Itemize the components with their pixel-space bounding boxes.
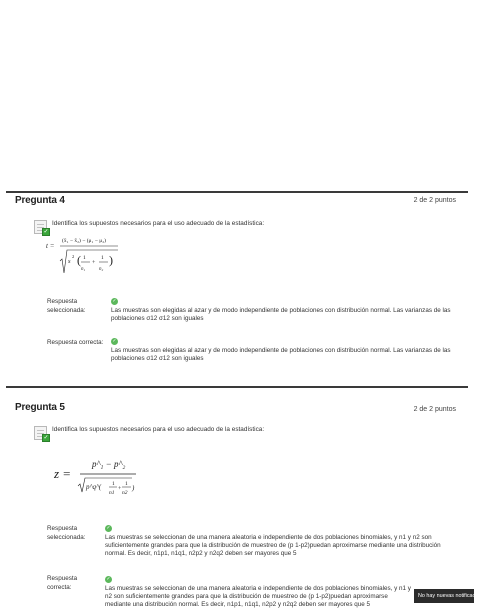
correct-check-icon: ✓ [112,338,117,344]
left-paren: ( [77,253,81,267]
frac2-numerator: 1 [101,255,104,261]
correct-check-icon: ✓ [112,298,117,304]
selected-answer-label: Respuesta seleccionada: [47,298,86,314]
question-title: Pregunta 4 [15,195,65,206]
frac2-numerator: 1 [125,481,128,487]
formula-lhs: t = [46,242,55,250]
correct-question-icon: ✓ [34,220,50,236]
selected-answer-label: Respuesta seleccionada: [47,525,86,541]
t-statistic-formula [46,229,128,281]
formula-numerator: p^₁ − p^₂ [92,459,126,469]
notification-toast[interactable]: No hay nuevas notificaciones [414,589,474,603]
question-prompt: Identifica los supuestos necesarios para el uso adecuado de la estadística: [52,220,265,227]
question-points: 2 de 2 puntos [413,406,456,413]
plus-sign: + [118,486,122,492]
pooled-variance-exponent: 2 [72,254,75,259]
correct-answer-text: Las muestras son elegidas al azar y de modo independiente de poblaciones con distribución normal. Las varianzas de las poblaciones σ12 σ12 son iguales [111,347,451,362]
frac1-denominator: n₁ [81,267,86,272]
question-header [6,388,468,413]
right-paren: ) [109,253,113,267]
correct-question-icon: ✓ [34,426,50,442]
question-header [6,193,468,211]
frac2-denominator: n2 [122,490,128,496]
plus-sign: + [92,260,96,266]
formula-lhs: z = [54,466,72,481]
correct-answer-text: Las muestras se seleccionan de una manera aleatoria e independiente de dos poblaciones binomiales, y n1 y n2 son suficientemente grandes para que la distribución de muestreo de (p 1-p2)puedan aproximarse mediante una distribución normal. Es decir, n1p1, n1q1, n2p2 y n2q2 deben ser mayores que 5 [105,585,411,608]
z-statistic-formula [52,450,152,500]
correct-answer-label: Respuesta correcta: [47,575,78,591]
correct-check-icon: ✓ [106,525,111,531]
frac1-numerator: 1 [83,255,86,261]
question-4 [6,191,468,383]
frac1-numerator: 1 [112,481,115,487]
correct-check-icon: ✓ [106,576,111,582]
question-points: 2 de 2 puntos [413,197,456,204]
correct-answer-label: Respuesta correcta: [47,339,104,346]
right-paren: ) [132,484,135,492]
frac2-denominator: n₂ [99,267,104,272]
question-5 [6,386,468,613]
question-title: Pregunta 5 [15,402,65,413]
formula-numerator: (x̄₁ − x̄₂) − (μ₁ − μ₂) [62,238,106,244]
selected-answer-text: Las muestras son elegidas al azar y de modo independiente de poblaciones con distribución normal. Las varianzas de las poblaciones σ12 σ12 son iguales [111,307,451,322]
pooled-variance: s [68,258,71,265]
question-prompt: Identifica los supuestos necesarios para el uso adecuado de la estadística: [52,426,265,433]
frac1-denominator: n1 [109,490,115,496]
radicand: p^q^( [86,483,102,491]
selected-answer-text: Las muestras se seleccionan de una manera aleatoria e independiente de dos poblaciones binomiales, y n1 y n2 son suficientemente grandes para que la distribución de muestreo de (p 1-p2)puedan aproximarse mediante una distribución normal. Es decir, n1p1, n1q1, n2p2 y n2q2 deben ser mayores que 5 [105,534,441,557]
